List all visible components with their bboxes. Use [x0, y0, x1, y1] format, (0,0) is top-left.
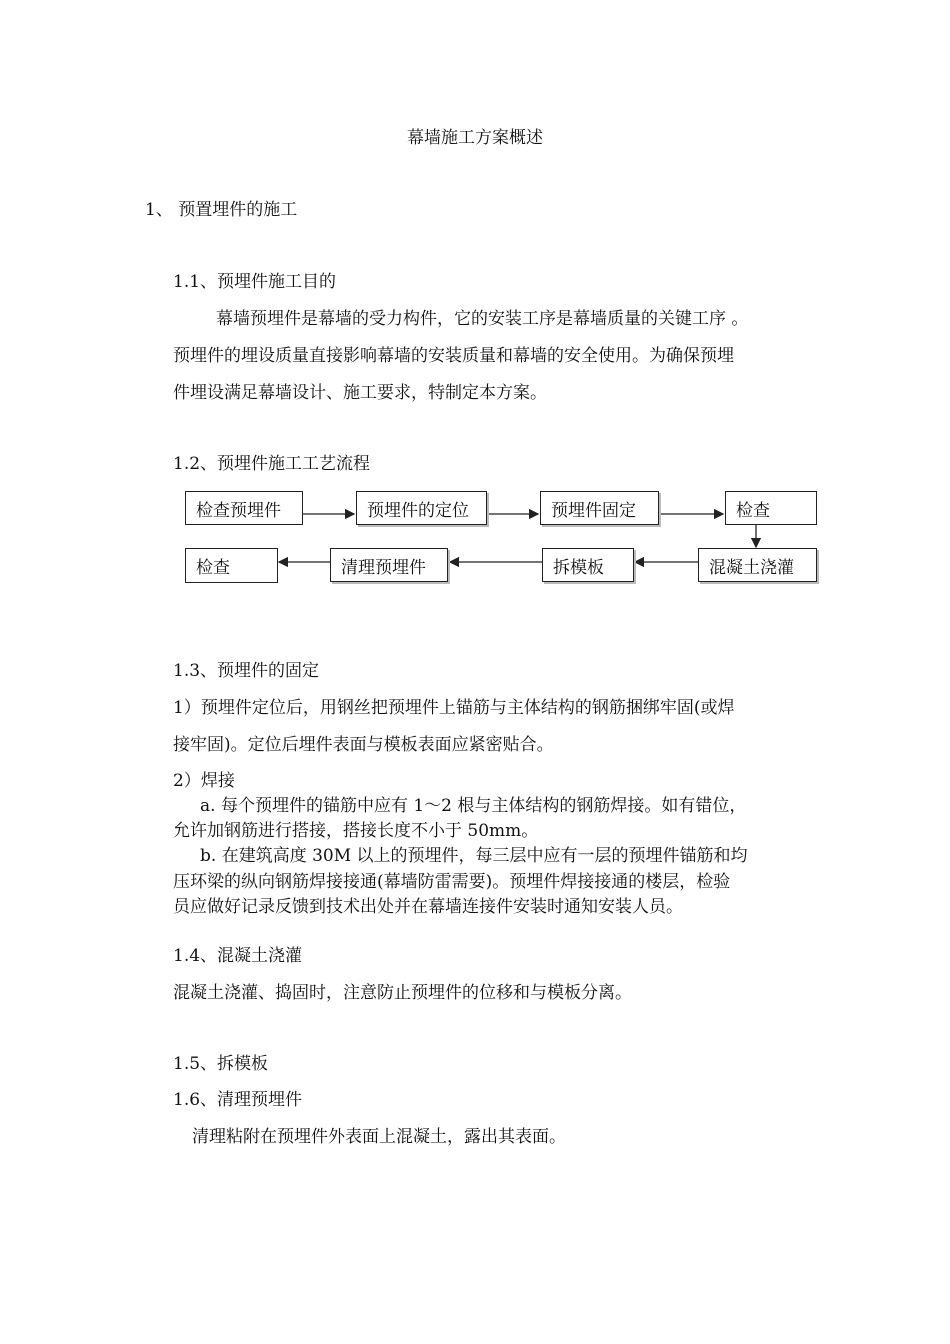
section-1-heading: 1、 预置埋件的施工	[145, 200, 298, 220]
section-1-1-paragraph-line: 预埋件的埋设质量直接影响幕墙的安装质量和幕墙的安全使用。为确保预埋	[173, 346, 734, 366]
section-1-1-heading: 1.1、预埋件施工目的	[173, 272, 337, 292]
section-1-3-item-a-line: a. 每个预埋件的锚筋中应有 1～2 根与主体结构的钢筋焊接。如有错位，	[200, 796, 747, 816]
page-title: 幕墙施工方案概述	[407, 128, 543, 148]
flow-step-check-embedded-parts: 检查预埋件	[185, 491, 303, 525]
section-1-3-item-b-line: 员应做好记录反馈到技术出处并在幕墙连接件安装时通知安装人员。	[173, 897, 683, 917]
section-1-5-heading: 1.5、拆模板	[173, 1054, 269, 1074]
flow-step-remove-formwork: 拆模板	[542, 548, 634, 582]
flow-step-clean: 清理预埋件	[330, 548, 448, 582]
section-1-1-paragraph-line: 幕墙预埋件是幕墙的受力构件，它的安装工序是幕墙质量的关键工序 。	[216, 309, 749, 329]
section-1-3-paragraph-line: 接牢固)。定位后埋件表面与模板表面应紧密贴合。	[173, 735, 554, 755]
flow-step-concrete-pouring: 混凝土浇灌	[698, 548, 817, 582]
section-1-3-welding-heading: 2）焊接	[173, 771, 235, 791]
section-1-3-heading: 1.3、预埋件的固定	[173, 661, 320, 681]
section-1-3-item-b-line: 压环梁的纵向钢筋焊接接通(幕墙防雷需要)。预埋件焊接接通的楼层，检验	[173, 872, 731, 892]
section-1-3-item-b-line: b. 在建筑高度 30M 以上的预埋件，每三层中应有一层的预埋件锚筋和均	[200, 846, 748, 866]
section-1-4-heading: 1.4、混凝土浇灌	[173, 946, 303, 966]
section-1-3-paragraph-line: 1）预埋件定位后，用钢丝把预埋件上锚筋与主体结构的钢筋捆绑牢固(或焊	[173, 698, 735, 718]
section-1-3-item-a-line: 允许加钢筋进行搭接，搭接长度不小于 50mm。	[173, 821, 539, 841]
flow-step-positioning: 预埋件的定位	[356, 491, 487, 525]
section-1-6-paragraph: 清理粘附在预埋件外表面上混凝土，露出其表面。	[192, 1127, 566, 1147]
flow-step-final-check: 检查	[185, 548, 278, 583]
flow-step-fixing: 预埋件固定	[540, 491, 659, 525]
section-1-1-paragraph-line: 件埋设满足幕墙设计、施工要求，特制定本方案。	[173, 383, 547, 403]
flow-step-inspect: 检查	[725, 491, 817, 525]
section-1-2-heading: 1.2、预埋件施工工艺流程	[173, 454, 371, 474]
section-1-6-heading: 1.6、清理预埋件	[173, 1090, 303, 1110]
section-1-4-paragraph: 混凝土浇灌、捣固时，注意防止预埋件的位移和与模板分离。	[173, 983, 632, 1003]
